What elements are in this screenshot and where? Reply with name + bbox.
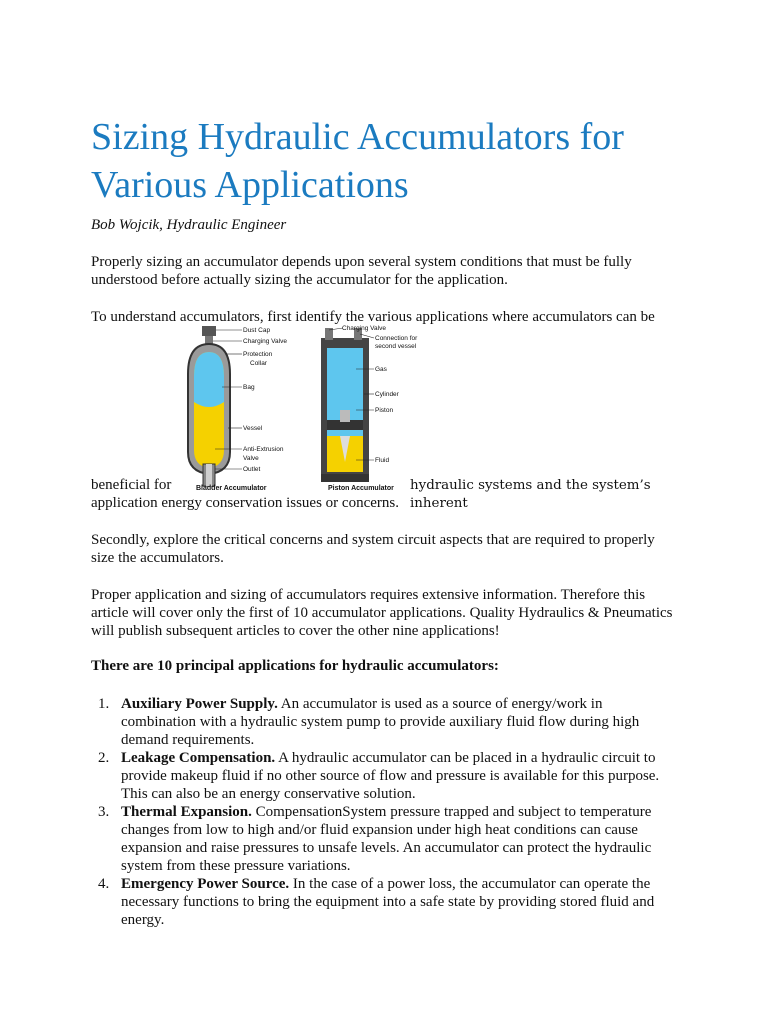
label-dust-cap: Dust Cap <box>243 327 271 334</box>
list-item: 4. Emergency Power Source. In the case of a power loss, the accumulator can operate the necessary functions to bring the equipment into a safe state by providing stored fluid and energy. <box>98 876 655 928</box>
list-item: 3. Thermal Expansion. CompensationSystem pressure trapped and subject to temperature changes from low to high and/or fluid expansion under high heat conditions can cause expansion and raise pressures to unsafe levels. An accumulator can protect the hydraulic system from these pressure variations. <box>98 804 652 874</box>
label-second-vessel: second vessel <box>375 343 417 350</box>
label-bag: Bag <box>243 384 255 391</box>
paragraph-intro: Properly sizing an accumulator depends upon several system conditions that must be fully understood before actually sizing the accumulator for the application. <box>91 254 632 288</box>
bladder-caption: Bladder Accumulator <box>196 485 267 492</box>
applications-list <box>91 695 681 929</box>
paragraph-proper-application: Proper application and sizing of accumulators requires extensive information. Therefore this article will cover only the first of 10 accumulator applications. Quality Hydraulics & Pneumatics will publish subsequent articles to cover the other nine applications! <box>91 587 673 639</box>
label-vessel: Vessel <box>243 425 263 432</box>
label-connection-for: Connection for <box>375 335 418 342</box>
list-item: 1. Auxiliary Power Supply. An accumulator is used as a source of energy/work in combination with a hydraulic system pump to provide auxiliary fluid flow during high demand requirements. <box>98 696 640 748</box>
label-valve: Valve <box>243 455 259 462</box>
label-charging-valve: Charging Valve <box>243 338 287 345</box>
article-title: Sizing Hydraulic Accumulators for Various Applications <box>91 116 624 206</box>
label-piston-charging-valve: Charging Valve <box>342 325 386 332</box>
article-author: Bob Wojcik, Hydraulic Engineer <box>91 217 287 233</box>
paragraph-secondly: Secondly, explore the critical concerns and system circuit aspects that are required to properly size the accumulators. <box>91 532 655 566</box>
label-collar: Collar <box>250 360 267 367</box>
label-protection: Protection <box>243 351 273 358</box>
list-heading: There are 10 principal applications for hydraulic accumulators: <box>91 658 499 674</box>
label-anti-extrusion: Anti-Extrusion <box>243 446 284 453</box>
label-piston: Piston <box>375 407 394 414</box>
paragraph-understand: To understand accumulators, first identify the various applications where accumulators can be <box>91 309 655 325</box>
paragraph-hydraulic-tail: hydraulic systems and the system’s inherent <box>410 478 651 511</box>
label-outlet: Outlet <box>243 466 261 473</box>
label-cylinder: Cylinder <box>375 391 399 398</box>
list-item: 2. Leakage Compensation. A hydraulic accumulator can be placed in a hydraulic circuit to provide makeup fluid if no other source of flow and pressure is available for this purpose. This can also be an energy conservative solution. <box>98 750 660 802</box>
paragraph-beneficial: beneficial for <box>91 477 172 493</box>
label-fluid: Fluid <box>375 457 390 464</box>
piston-accumulator-illustration <box>321 325 418 492</box>
accumulator-figure <box>178 324 492 494</box>
piston-caption: Piston Accumulator <box>328 485 394 492</box>
paragraph-energy-line: application energy conservation issues or concerns. <box>91 495 399 511</box>
label-gas: Gas <box>375 366 387 373</box>
bladder-accumulator-illustration <box>188 326 287 492</box>
